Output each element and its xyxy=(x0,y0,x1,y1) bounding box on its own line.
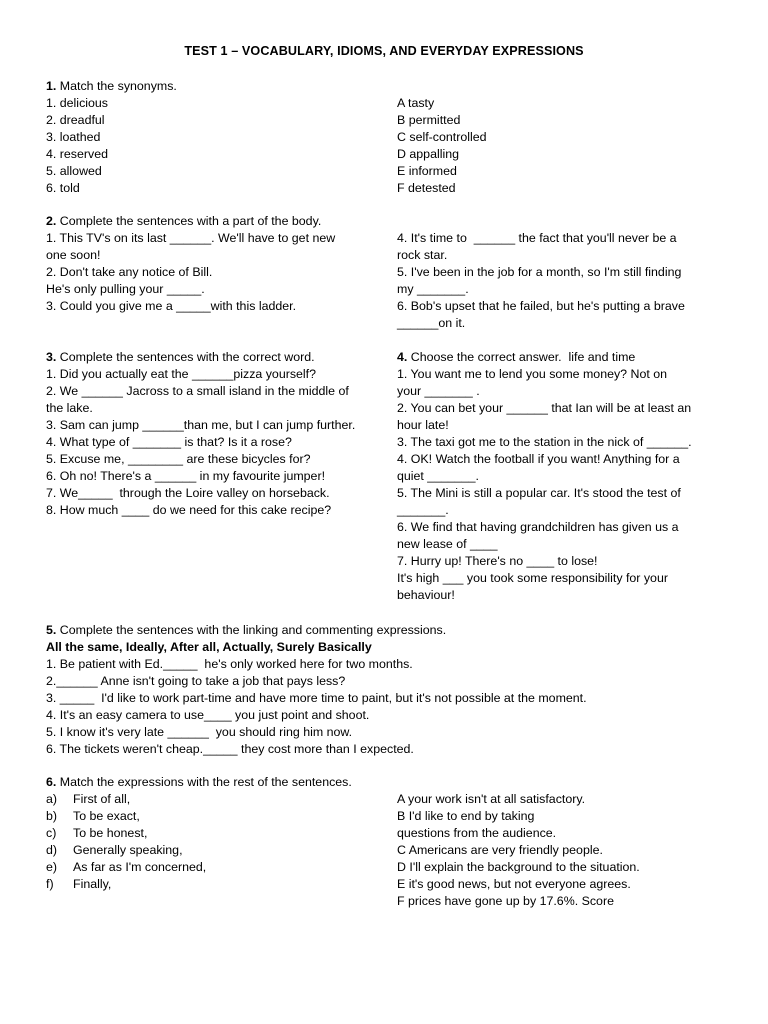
list-item: 2. You can bet your ______ that Ian will be at least an xyxy=(397,401,692,415)
list-item: 6. We find that having grandchildren has given us a xyxy=(397,520,679,534)
item-letter: e) xyxy=(46,860,58,874)
list-item: my _______. xyxy=(397,282,469,296)
list-item: 2. We ______ Jacross to a small island in the middle of xyxy=(46,384,349,398)
section-3-heading xyxy=(46,349,355,366)
section-number: 2. xyxy=(46,214,57,228)
section-3 xyxy=(46,349,355,519)
list-item: 6. told xyxy=(46,181,80,195)
list-item: questions from the audience. xyxy=(397,826,557,840)
list-item xyxy=(46,876,352,893)
list-item: 1. delicious xyxy=(46,96,108,110)
list-item xyxy=(46,842,352,859)
item-text: As far as I'm concerned, xyxy=(73,860,207,874)
section-1 xyxy=(46,78,177,197)
list-item: D I'll explain the background to the situation. xyxy=(397,860,640,874)
list-item: 1. Did you actually eat the ______pizza yourself? xyxy=(46,367,317,381)
list-item: 2. dreadful xyxy=(46,113,105,127)
section-number: 1. xyxy=(46,79,57,93)
list-item: 6. Bob's upset that he failed, but he's putting a brave xyxy=(397,299,685,313)
list-item: 3. Sam can jump ______than me, but I can jump further. xyxy=(46,418,356,432)
section-6-right xyxy=(397,791,640,910)
list-item: B permitted xyxy=(397,113,461,127)
list-item: 4. It's time to ______ the fact that you'll never be a xyxy=(397,231,677,245)
section-instruction: Complete the sentences with the linking and commenting expressions. xyxy=(56,623,447,637)
section-instruction: Complete the sentences with a part of the body. xyxy=(56,214,322,228)
list-item: He's only pulling your _____. xyxy=(46,282,205,296)
section-5 xyxy=(46,622,587,758)
section-5-heading xyxy=(46,622,587,639)
section-instruction: Match the expressions with the rest of the sentences. xyxy=(56,775,352,789)
item-text: Finally, xyxy=(73,877,112,891)
list-item: 3. _____ I'd like to work part-time and have more time to paint, but it's not possible at the moment. xyxy=(46,691,587,705)
list-item: 1. Be patient with Ed._____ he's only worked here for two months. xyxy=(46,657,413,671)
list-item: 5. The Mini is still a popular car. It's stood the test of xyxy=(397,486,681,500)
item-letter: d) xyxy=(46,843,58,857)
section-instruction: Choose the correct answer. life and time xyxy=(407,350,636,364)
word-bank: All the same, Ideally, After all, Actually, Surely Basically xyxy=(46,640,372,654)
list-item xyxy=(46,859,352,876)
section-number: 6. xyxy=(46,775,57,789)
section-2-right xyxy=(397,230,685,332)
item-letter: a) xyxy=(46,792,58,806)
list-item: quiet _______. xyxy=(397,469,479,483)
list-item: 3. The taxi got me to the station in the nick of ______. xyxy=(397,435,692,449)
section-number: 3. xyxy=(46,350,57,364)
list-item: 5. allowed xyxy=(46,164,102,178)
section-4 xyxy=(397,349,692,604)
list-item: 5. Excuse me, ________ are these bicycles for? xyxy=(46,452,311,466)
page-title: TEST 1 – VOCABULARY, IDIOMS, AND EVERYDAY EXPRESSIONS xyxy=(184,44,584,58)
item-text: First of all, xyxy=(73,792,131,806)
list-item: 4. OK! Watch the football if you want! Anything for a xyxy=(397,452,680,466)
item-letter: b) xyxy=(46,809,58,823)
item-text: Generally speaking, xyxy=(73,843,183,857)
section-number: 4. xyxy=(397,350,408,364)
item-text: To be honest, xyxy=(73,826,148,840)
list-item: It's high ___ you took some responsibility for your xyxy=(397,571,668,585)
item-letter: f) xyxy=(46,877,54,891)
list-item xyxy=(46,825,352,842)
list-item: the lake. xyxy=(46,401,93,415)
list-item xyxy=(46,791,352,808)
section-instruction: Complete the sentences with the correct word. xyxy=(56,350,315,364)
section-4-heading xyxy=(397,349,692,366)
list-item: 6. Oh no! There's a ______ in my favourite jumper! xyxy=(46,469,326,483)
list-item: rock star. xyxy=(397,248,448,262)
list-item: C Americans are very friendly people. xyxy=(397,843,603,857)
section-6 xyxy=(46,774,352,893)
list-item: 5. I know it's very late ______ you should ring him now. xyxy=(46,725,353,739)
list-item: F prices have gone up by 17.6%. Score xyxy=(397,894,614,908)
list-item: F detested xyxy=(397,181,456,195)
list-item: C self-controlled xyxy=(397,130,487,144)
section-instruction: Match the synonyms. xyxy=(56,79,177,93)
list-item: 1. You want me to lend you some money? Not on xyxy=(397,367,668,381)
list-item: 2.______ Anne isn't going to take a job that pays less? xyxy=(46,674,346,688)
section-2-heading xyxy=(46,213,335,230)
list-item: E informed xyxy=(397,164,457,178)
list-item: 8. How much ____ do we need for this cake recipe? xyxy=(46,503,332,517)
list-item: 4. It's an easy camera to use____ you just point and shoot. xyxy=(46,708,370,722)
list-item: hour late! xyxy=(397,418,449,432)
list-item: behaviour! xyxy=(397,588,455,602)
list-item: _______. xyxy=(397,503,449,517)
list-item: 4. What type of _______ is that? Is it a rose? xyxy=(46,435,292,449)
section-6-heading xyxy=(46,774,352,791)
list-item: 1. This TV's on its last ______. We'll have to get new xyxy=(46,231,336,245)
list-item: new lease of ____ xyxy=(397,537,498,551)
item-text: To be exact, xyxy=(73,809,140,823)
list-item: 2. Don't take any notice of Bill. xyxy=(46,265,213,279)
section-number: 5. xyxy=(46,623,57,637)
list-item: A your work isn't at all satisfactory. xyxy=(397,792,586,806)
list-item: D appalling xyxy=(397,147,459,161)
list-item: 7. Hurry up! There's no ____ to lose! xyxy=(397,554,598,568)
list-item: 3. loathed xyxy=(46,130,101,144)
section-1-heading xyxy=(46,78,177,95)
list-item: E it's good news, but not everyone agrees. xyxy=(397,877,631,891)
list-item: B I'd like to end by taking xyxy=(397,809,535,823)
list-item: 5. I've been in the job for a month, so I'm still finding xyxy=(397,265,682,279)
list-item: 3. Could you give me a _____with this ladder. xyxy=(46,299,297,313)
list-item: 4. reserved xyxy=(46,147,108,161)
list-item: 6. The tickets weren't cheap._____ they cost more than I expected. xyxy=(46,742,414,756)
list-item: 7. We_____ through the Loire valley on horseback. xyxy=(46,486,330,500)
list-item: your _______ . xyxy=(397,384,480,398)
section-1-options xyxy=(397,95,487,197)
item-letter: c) xyxy=(46,826,57,840)
list-item: one soon! xyxy=(46,248,101,262)
list-item: A tasty xyxy=(397,96,435,110)
list-item: ______on it. xyxy=(397,316,466,330)
section-2 xyxy=(46,213,335,315)
list-item xyxy=(46,808,352,825)
